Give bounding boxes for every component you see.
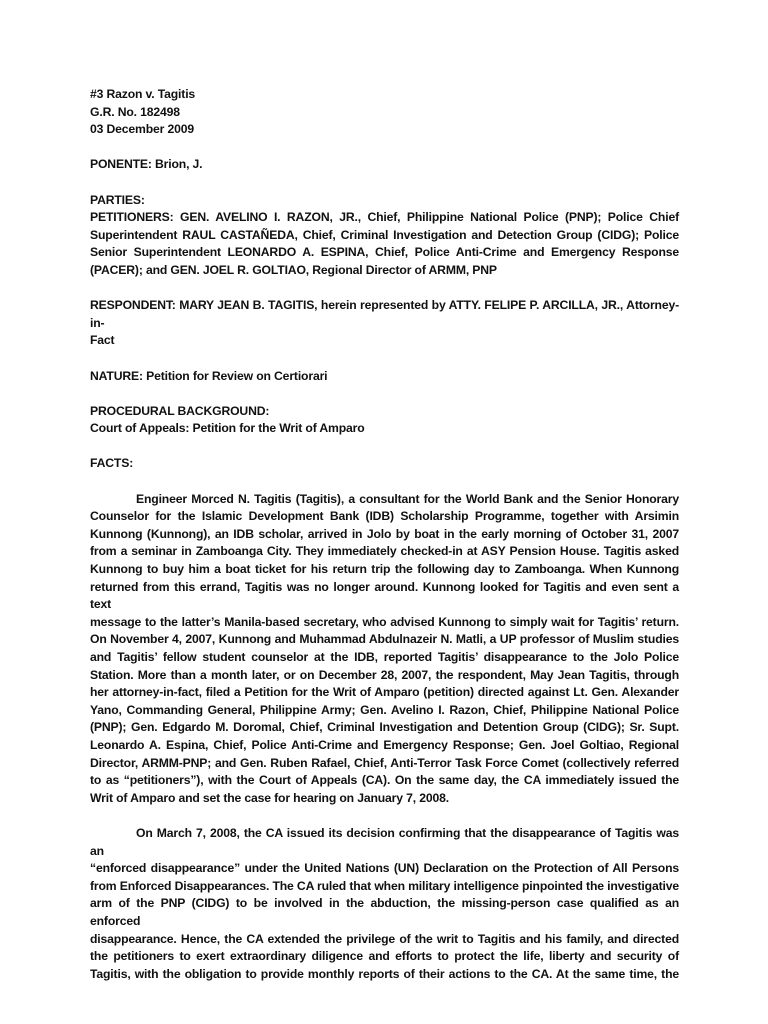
decision-date: 03 December 2009 [90,122,194,137]
paragraph-line: Counselor for the Islamic Development Bank (IDB) Scholarship Programme, together with Arsimin [90,509,679,524]
petitioners-line: Superintendent RAUL CASTAÑEDA, Chief, Criminal Investigation and Detection Group (CIDG); Police [90,227,679,242]
paragraph-line: Tagitis, with the obligation to provide monthly reports of their actions to the CA. At the same time, the [90,966,679,981]
paragraph-line: Leonardo A. Espina, Chief, Police Anti-Crime and Emergency Response; Gen. Joel Goltiao, Regional [90,737,679,752]
paragraph-line: Engineer Morced N. Tagitis (Tagitis), a consultant for the World Bank and the Senior Honorary [136,491,679,506]
paragraph-line: and Tagitis’ fellow student counselor at the IDB, reported Tagitis’ disappearance to the Jolo Police [90,650,679,664]
nature: NATURE: Petition for Review on Certiorari [90,368,328,383]
procedural-heading: PROCEDURAL BACKGROUND: [90,403,270,418]
petitioners-line: (PACER); and GEN. JOEL R. GOLTIAO, Regional Director of ARMM, PNP [90,262,497,277]
respondent-line: Fact [90,333,115,348]
paragraph-line: Yano, Commanding General, Philippine Army; Gen. Avelino I. Razon, Chief, Philippine National Police [90,702,679,717]
petitioners-block [90,209,679,279]
petitioners-line: Senior Superintendent LEONARDO A. ESPINA, Chief, Police Anti-Crime and Emergency Response [90,245,679,260]
petitioners-line: PETITIONERS: GEN. AVELINO I. RAZON, JR., Chief, Philippine National Police (PNP); Police Chief [90,210,679,225]
paragraph-line: from a seminar in Zamboanga City. They immediately checked-in at ASY Pension House. Tagitis asked [90,544,679,559]
facts-heading: FACTS: [90,456,134,471]
paragraph-line: to as “petitioners”), with the Court of Appeals (CA). On the same day, the CA immediately issued the [90,773,679,788]
document-page [90,86,679,983]
ponente: PONENTE: Brion, J. [90,157,203,172]
paragraph-line: “enforced disappearance” under the United Nations (UN) Declaration on the Protection of All Persons [90,861,679,876]
paragraph-line: Writ of Amparo and set the case for hearing on January 7, 2008. [90,790,449,805]
paragraph-line: disappearance. Hence, the CA extended the privilege of the writ to Tagitis and his family, and directed [90,931,679,946]
paragraph-line: from Enforced Disappearances. The CA ruled that when military intelligence pinpointed the investigative [90,878,679,893]
respondent-line: RESPONDENT: MARY JEAN B. TAGITIS, herein represented by ATTY. FELIPE P. ARCILLA, JR., Attorney-in- [90,298,679,330]
paragraph-line: Director, ARMM-PNP; and Gen. Ruben Rafael, Chief, Anti-Terror Task Force Comet (collectively referred [90,755,679,770]
paragraph-line: her attorney-in-fact, filed a Petition for the Writ of Amparo (petition) directed against Lt. Gen. Alexander [90,685,679,700]
paragraph-line: returned from this errand, Tagitis was no longer around. Kunnong looked for Tagitis and even sent a text [90,579,679,612]
paragraph-line: Kunnong to buy him a boat ticket for his return trip the following day to Zamboanga. When Kunnong [90,562,679,577]
facts-paragraph-2 [90,825,679,983]
paragraph-line: arm of the PNP (CIDG) to be involved in the abduction, the missing-person case qualified as an enforced [90,896,679,928]
procedural-text: Court of Appeals: Petition for the Writ of Amparo [90,421,365,436]
paragraph-line: the petitioners to exert extraordinary diligence and efforts to protect the life, liberty and security of [90,949,679,964]
paragraph-line: message to the latter’s Manila-based secretary, who advised Kunnong to simply wait for Tagitis’ return. [90,614,679,629]
paragraph-line: Kunnong (Kunnong), an IDB scholar, arrived in Jolo by boat in the early morning of October 31, 2007 [90,526,679,541]
paragraph-line: (PNP); Gen. Edgardo M. Doromal, Chief, Criminal Investigation and Detention Group (CIDG); Sr. Supt. [90,720,679,735]
case-title: #3 Razon v. Tagitis [90,87,196,101]
respondent-block [90,297,679,350]
gr-number: G.R. No. 182498 [90,104,180,119]
facts-paragraph-1 [90,491,679,808]
paragraph-line: Station. More than a month later, or on December 28, 2007, the respondent, May Jean Tagitis, through [90,667,679,682]
paragraph-line: On March 7, 2008, the CA issued its decision confirming that the disappearance of Tagitis was an [90,825,679,858]
parties-heading: PARTIES: [90,192,145,207]
paragraph-line: On November 4, 2007, Kunnong and Muhammad Abdulnazeir N. Matli, a UP professor of Muslim studies [90,632,679,647]
